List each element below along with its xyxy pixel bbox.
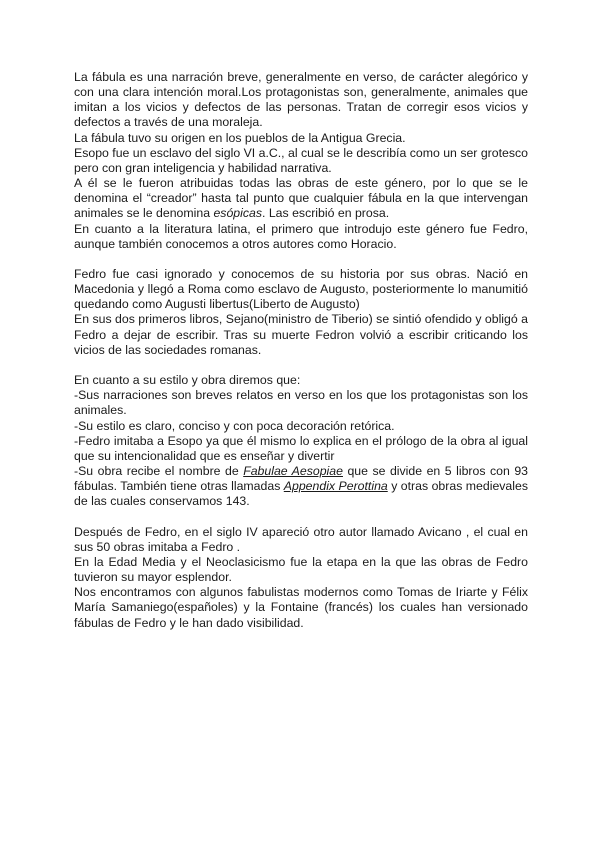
paragraph-modern-fabulists: Nos encontramos con algunos fabulistas modernos como Tomas de Iriarte y Félix María Samaniego(españoles) y la Fontaine (francés) los cuales han versionado fábulas de Fedro y le han dado visibilidad. <box>74 585 528 630</box>
paragraph-gap <box>74 510 528 525</box>
list-item-imitation: -Fedro imitaba a Esopo ya que él mismo lo explica en el prólogo de la obra al igual que su intencionalidad que es enseñar y divertir <box>74 433 528 463</box>
term-esopicas: esópicas <box>213 206 262 221</box>
list-item-narrations: -Sus narraciones son breves relatos en verso en los que los protagonistas son los animales. <box>74 388 528 418</box>
paragraph-attribution-text: A él se le fueron atribuidas todas las obras de este género, por lo que se le denomina el “creador” hasta tal punto que cualquier fábula en la que intervengan animales se le denomina <box>74 176 528 221</box>
list-item-works-text: -Su obra recibe el nombre de <box>74 464 244 479</box>
paragraph-gap <box>74 358 528 373</box>
list-item-works-text-2: que se divide en 5 libros con 93 fábulas. También tiene otras llamadas <box>74 464 528 494</box>
paragraph-attribution-end: . Las escribió en prosa. <box>262 206 390 221</box>
paragraph-sejano: En sus dos primeros libros, Sejano(ministro de Tiberio) se sintió ofendido y obligó a Fedro a dejar de escribir. Tras su muerte Fedron volvió a escribir criticando los vicios de las sociedades romanas. <box>74 312 528 357</box>
list-item-works-text-3: y otras obras medievales de las cuales conservamos 143. <box>74 479 528 509</box>
title-fabulae-aesopiae: Fabulae Aesopiae <box>243 464 343 479</box>
paragraph-gap <box>74 252 528 267</box>
paragraph-attribution <box>74 176 528 221</box>
paragraph-definition: La fábula es una narración breve, generalmente en verso, de carácter alegórico y con una clara intención moral.Los protagonistas son, generalmente, animales que imitan a los vicios y defectos de las personas. Tratan de corregir esos vicios y defectos a través de una moraleja. <box>74 70 528 130</box>
paragraph-latin: En cuanto a la literatura latina, el primero que introdujo este género fue Fedro, aunque también conocemos a otros autores como Horacio. <box>74 221 528 251</box>
title-appendix-perottina: Appendix Perottina <box>283 479 388 494</box>
list-item-works <box>74 464 528 509</box>
document-body <box>74 70 528 631</box>
list-item-style: -Su estilo es claro, conciso y con poca decoración retórica. <box>74 418 395 433</box>
paragraph-avicano: Después de Fedro, en el siglo IV apareció otro autor llamado Avicano , el cual en sus 50 obras imitaba a Fedro . <box>74 524 528 554</box>
paragraph-style-intro: En cuanto a su estilo y obra diremos que: <box>74 373 301 388</box>
paragraph-splendor: En la Edad Media y el Neoclasicismo fue la etapa en la que las obras de Fedro tuvieron su mayor esplendor. <box>74 554 528 585</box>
paragraph-origin: La fábula tuvo su origen en los pueblos de la Antigua Grecia. <box>74 130 406 145</box>
paragraph-esopo: Esopo fue un esclavo del siglo VI a.C., al cual se le describía como un ser grotesco pero con gran inteligencia y habilidad narrativa. <box>74 145 528 175</box>
paragraph-fedro-bio: Fedro fue casi ignorado y conocemos de su historia por sus obras. Nació en Macedonia y llegó a Roma como esclavo de Augusto, posteriormente lo manumitió quedando como Augusti libertus(Liberto de Augusto) <box>74 267 528 312</box>
